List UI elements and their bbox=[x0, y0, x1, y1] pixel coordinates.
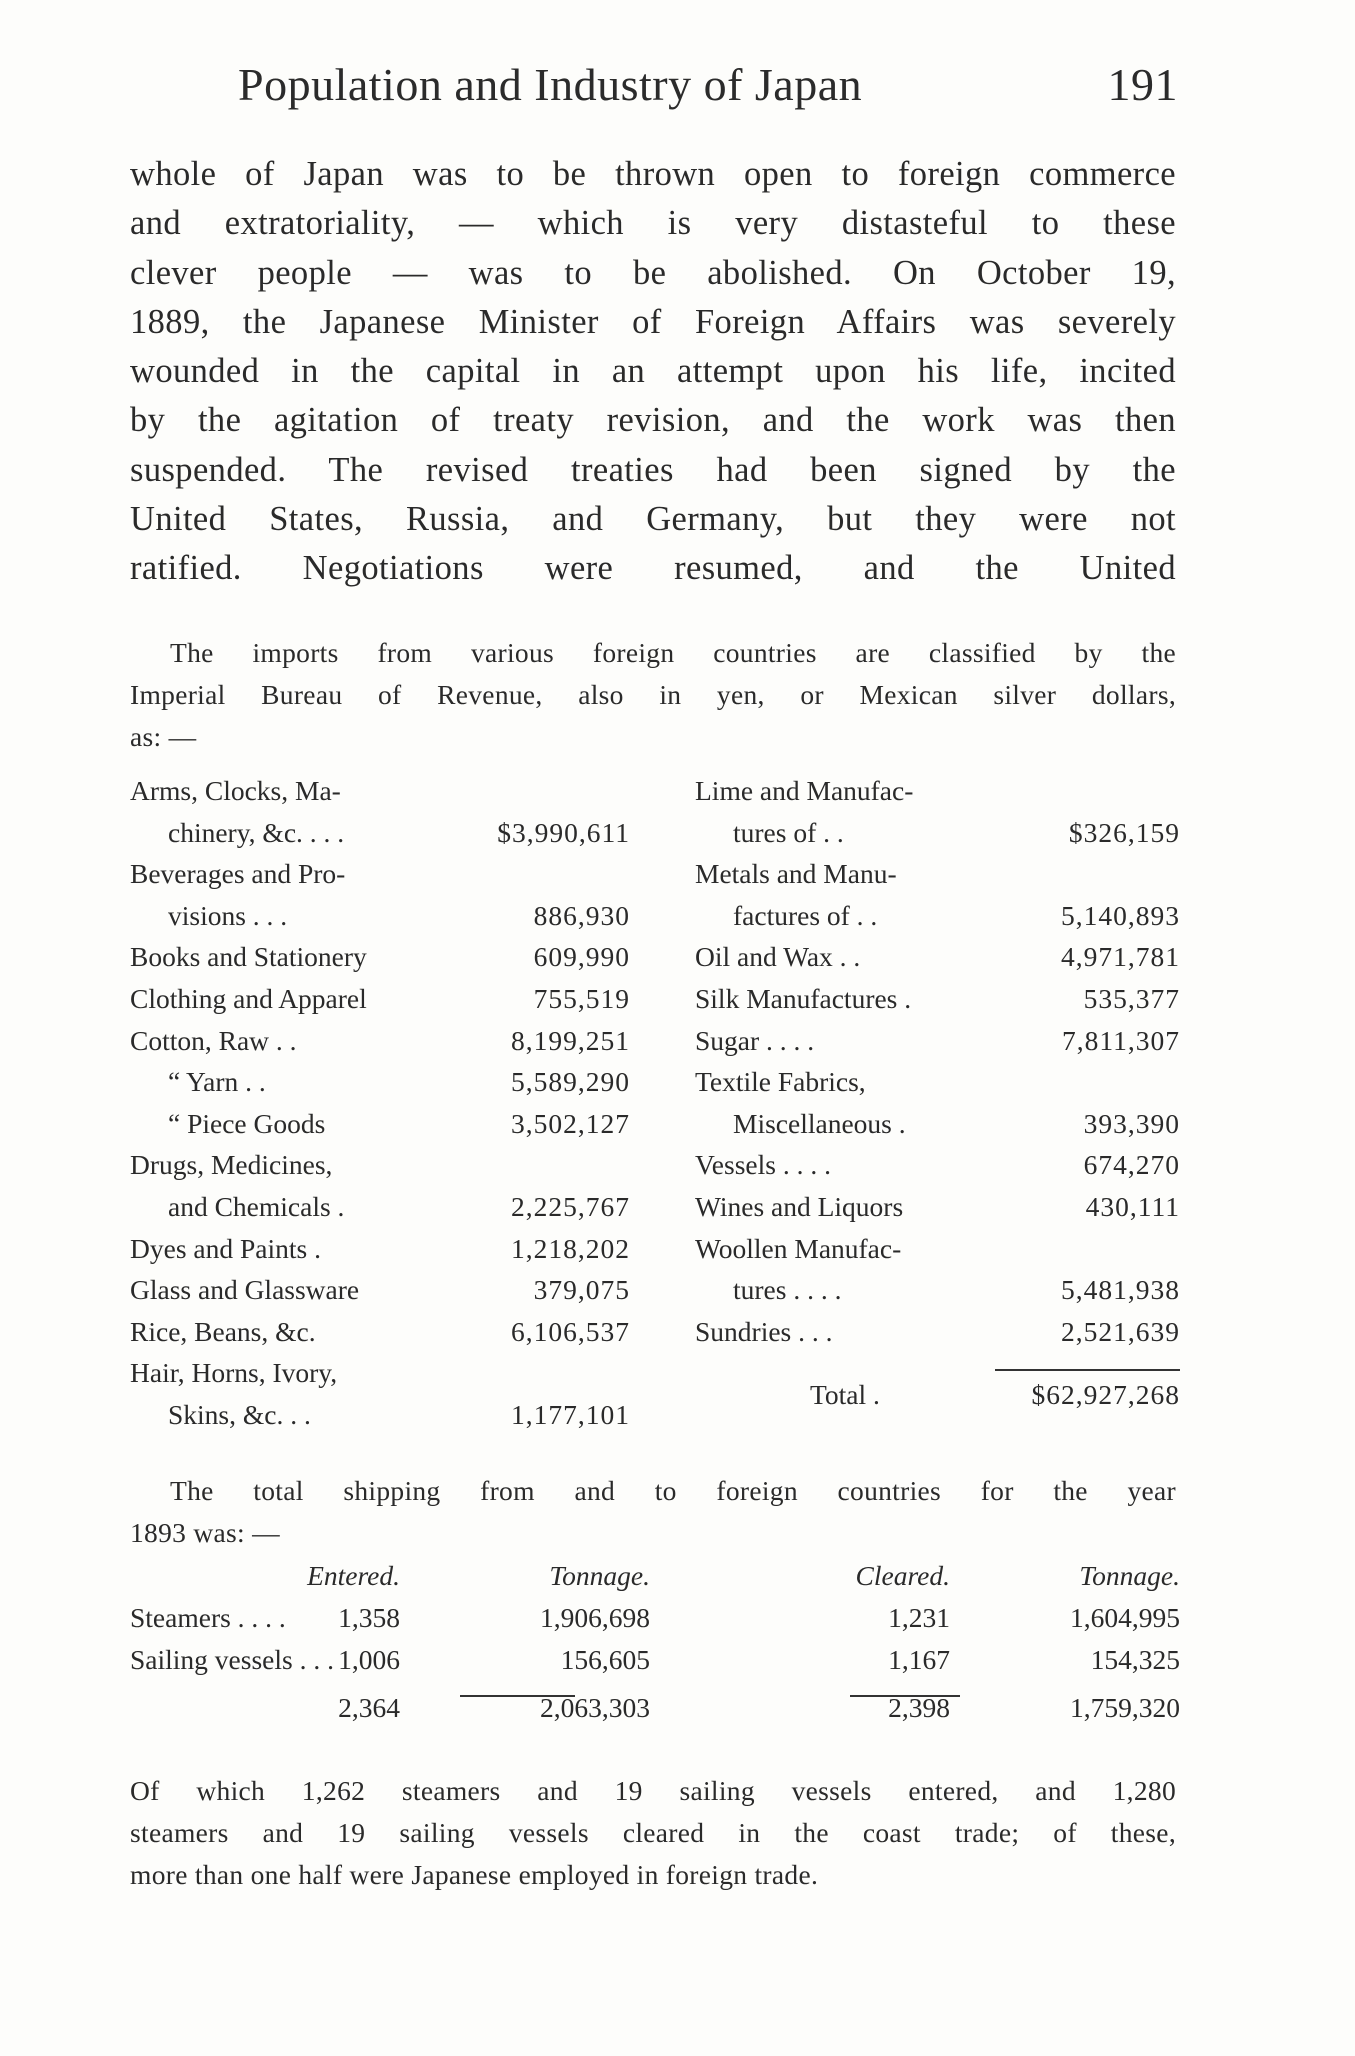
closing-paragraph bbox=[130, 1770, 1176, 1896]
shipping-intro bbox=[130, 1470, 1176, 1554]
closing-line: steamers and 19 sailing vessels cleared in the coast trade; of these, bbox=[130, 1817, 1176, 1848]
import-label: Lime and Manufac- bbox=[695, 775, 914, 806]
import-value: $326,159 bbox=[1068, 816, 1180, 848]
import-row bbox=[695, 936, 1180, 978]
import-label: Clothing and Apparel bbox=[130, 982, 367, 1014]
import-row bbox=[695, 853, 1180, 895]
total-value: $62,927,268 bbox=[1031, 1379, 1180, 1410]
cleared-value: 1,231 bbox=[888, 1602, 950, 1633]
import-value: 430,111 bbox=[1085, 1190, 1180, 1222]
shipping-total-row bbox=[130, 1687, 1180, 1729]
import-label: Sugar . . . . bbox=[695, 1024, 815, 1056]
header-entered: Entered. bbox=[307, 1560, 400, 1591]
import-label: chinery, &c. . . . bbox=[168, 816, 345, 848]
import-label: Cotton, Raw . . bbox=[130, 1024, 297, 1056]
import-row bbox=[130, 812, 630, 854]
cleared-total: 2,398 bbox=[888, 1692, 950, 1723]
import-row bbox=[695, 978, 1180, 1020]
body-line: by the agitation of treaty revision, and the work was then bbox=[130, 401, 1176, 440]
row-label: Sailing vessels . . . bbox=[130, 1644, 334, 1675]
page-number: 191 bbox=[1107, 59, 1178, 110]
import-row bbox=[130, 978, 630, 1020]
import-label: “ Yarn . . bbox=[168, 1066, 266, 1098]
import-value: 2,521,639 bbox=[1061, 1315, 1180, 1347]
intro-line: Imperial Bureau of Revenue, also in yen, or Mexican silver dollars, bbox=[130, 679, 1176, 710]
import-label: Miscellaneous . bbox=[733, 1107, 906, 1139]
imports-intro bbox=[130, 632, 1176, 758]
imports-left-column bbox=[130, 770, 630, 1436]
import-value: 886,930 bbox=[533, 899, 630, 931]
import-value: 379,075 bbox=[533, 1274, 630, 1306]
import-value: 7,811,307 bbox=[1062, 1024, 1180, 1056]
import-value: 1,177,101 bbox=[511, 1398, 630, 1430]
import-label: factures of . . bbox=[733, 899, 878, 931]
import-row bbox=[130, 1352, 630, 1394]
tonnage-value: 154,325 bbox=[1090, 1644, 1180, 1675]
import-value: 5,589,290 bbox=[511, 1066, 630, 1098]
import-row bbox=[695, 1103, 1180, 1145]
import-value: 674,270 bbox=[1083, 1149, 1180, 1181]
import-value: 8,199,251 bbox=[511, 1024, 630, 1056]
import-value: 1,218,202 bbox=[511, 1232, 630, 1264]
entered-value: 1,006 bbox=[338, 1644, 400, 1675]
import-label: Drugs, Medicines, bbox=[130, 1149, 333, 1181]
header-tonnage-cleared: Tonnage. bbox=[1079, 1560, 1180, 1591]
import-value: 4,971,781 bbox=[1061, 941, 1180, 973]
shipping-row bbox=[130, 1639, 1180, 1681]
import-label: Dyes and Paints . bbox=[130, 1232, 321, 1264]
import-row bbox=[130, 1103, 630, 1145]
intro-line: 1893 was: — bbox=[130, 1517, 280, 1548]
import-row bbox=[130, 895, 630, 937]
import-label: Woollen Manufac- bbox=[695, 1232, 902, 1264]
body-line: United States, Russia, and Germany, but they were not bbox=[130, 500, 1176, 539]
import-value: 393,390 bbox=[1083, 1107, 1180, 1139]
page-title: Population and Industry of Japan bbox=[238, 59, 863, 110]
import-row bbox=[695, 1186, 1180, 1228]
import-row bbox=[130, 1186, 630, 1228]
import-label: Rice, Beans, &c. bbox=[130, 1315, 316, 1347]
import-row bbox=[695, 895, 1180, 937]
import-value: 3,502,127 bbox=[511, 1107, 630, 1139]
header-cleared: Cleared. bbox=[855, 1560, 950, 1591]
import-row bbox=[695, 1144, 1180, 1186]
body-line: 1889, the Japanese Minister of Foreign Affairs was severely bbox=[130, 302, 1176, 341]
import-value: 5,481,938 bbox=[1061, 1274, 1180, 1306]
import-row bbox=[130, 853, 630, 895]
closing-line: more than one half were Japanese employed in foreign trade. bbox=[130, 1859, 819, 1890]
shipping-table bbox=[130, 1555, 1180, 1729]
body-paragraph bbox=[130, 150, 1176, 594]
tonnage-total: 2,063,303 bbox=[540, 1692, 650, 1723]
closing-line: Of which 1,262 steamers and 19 sailing vessels entered, and 1,280 bbox=[130, 1775, 1176, 1806]
tonnage-value: 1,906,698 bbox=[540, 1602, 650, 1633]
cleared-value: 1,167 bbox=[888, 1644, 950, 1675]
import-row bbox=[130, 1269, 630, 1311]
tonnage-value: 156,605 bbox=[560, 1644, 650, 1675]
shipping-row bbox=[130, 1597, 1180, 1639]
total-label: Total . bbox=[810, 1379, 880, 1410]
import-row bbox=[130, 936, 630, 978]
import-row bbox=[130, 1020, 630, 1062]
import-label: visions . . . bbox=[168, 899, 288, 931]
import-value: 2,225,767 bbox=[511, 1190, 630, 1222]
import-value: 6,106,537 bbox=[511, 1315, 630, 1347]
body-line: and extratoriality, — which is very distasteful to these bbox=[130, 204, 1176, 243]
body-line: wounded in the capital in an attempt upon his life, incited bbox=[130, 352, 1176, 391]
import-row bbox=[695, 1061, 1180, 1103]
imports-total-row bbox=[695, 1374, 1180, 1416]
import-label: Vessels . . . . bbox=[695, 1149, 831, 1181]
import-label: Hair, Horns, Ivory, bbox=[130, 1357, 338, 1389]
body-line: clever people — was to be abolished. On October 19, bbox=[130, 253, 1176, 292]
import-label: tures of . . bbox=[733, 816, 844, 848]
running-head bbox=[238, 58, 1178, 111]
import-row bbox=[695, 812, 1180, 854]
import-value: 755,519 bbox=[533, 982, 630, 1014]
tonnage-value: 1,604,995 bbox=[1070, 1602, 1180, 1633]
header-tonnage-entered: Tonnage. bbox=[549, 1560, 650, 1591]
import-row bbox=[695, 770, 1180, 812]
import-row bbox=[695, 1228, 1180, 1270]
entered-value: 1,358 bbox=[338, 1602, 400, 1633]
import-row bbox=[130, 1394, 630, 1436]
body-line: whole of Japan was to be thrown open to foreign commerce bbox=[130, 155, 1176, 193]
import-row bbox=[130, 1228, 630, 1270]
import-row bbox=[695, 1311, 1180, 1353]
tonnage-total: 1,759,320 bbox=[1070, 1692, 1180, 1723]
body-line: ratified. Negotiations were resumed, and the United bbox=[130, 549, 1176, 588]
imports-table bbox=[130, 770, 1180, 1450]
entered-total: 2,364 bbox=[338, 1692, 400, 1723]
import-label: Beverages and Pro- bbox=[130, 858, 346, 890]
import-label: Skins, &c. . . bbox=[168, 1398, 311, 1430]
shipping-header-row bbox=[130, 1555, 1180, 1597]
import-row bbox=[130, 1311, 630, 1353]
import-label: Metals and Manu- bbox=[695, 858, 897, 890]
import-label: Wines and Liquors bbox=[695, 1190, 904, 1222]
body-line: suspended. The revised treaties had been signed by the bbox=[130, 450, 1176, 489]
import-label: Oil and Wax . . bbox=[695, 941, 861, 973]
row-label: Steamers . . . . bbox=[130, 1602, 286, 1633]
import-label: “ Piece Goods bbox=[168, 1107, 326, 1139]
import-value: 5,140,893 bbox=[1061, 899, 1180, 931]
import-label: Sundries . . . bbox=[695, 1315, 833, 1347]
import-row bbox=[130, 1144, 630, 1186]
import-row bbox=[695, 1269, 1180, 1311]
import-label: Silk Manufactures . bbox=[695, 982, 912, 1014]
intro-line: The imports from various foreign countries are classified by the bbox=[170, 637, 1176, 668]
intro-line: The total shipping from and to foreign countries for the year bbox=[170, 1475, 1176, 1506]
import-row bbox=[130, 1061, 630, 1103]
total-rule bbox=[995, 1369, 1180, 1371]
import-label: and Chemicals . bbox=[168, 1190, 345, 1222]
imports-right-column bbox=[695, 770, 1180, 1352]
intro-line: as: — bbox=[130, 721, 197, 752]
import-label: Arms, Clocks, Ma- bbox=[130, 775, 341, 806]
import-value: 609,990 bbox=[533, 941, 630, 973]
import-row bbox=[130, 770, 630, 812]
import-row bbox=[695, 1020, 1180, 1062]
import-label: tures . . . . bbox=[733, 1274, 842, 1306]
import-value: 535,377 bbox=[1083, 982, 1180, 1014]
import-label: Textile Fabrics, bbox=[695, 1066, 866, 1098]
import-value: $3,990,611 bbox=[497, 816, 630, 848]
import-label: Books and Stationery bbox=[130, 941, 367, 973]
import-label: Glass and Glassware bbox=[130, 1274, 360, 1306]
